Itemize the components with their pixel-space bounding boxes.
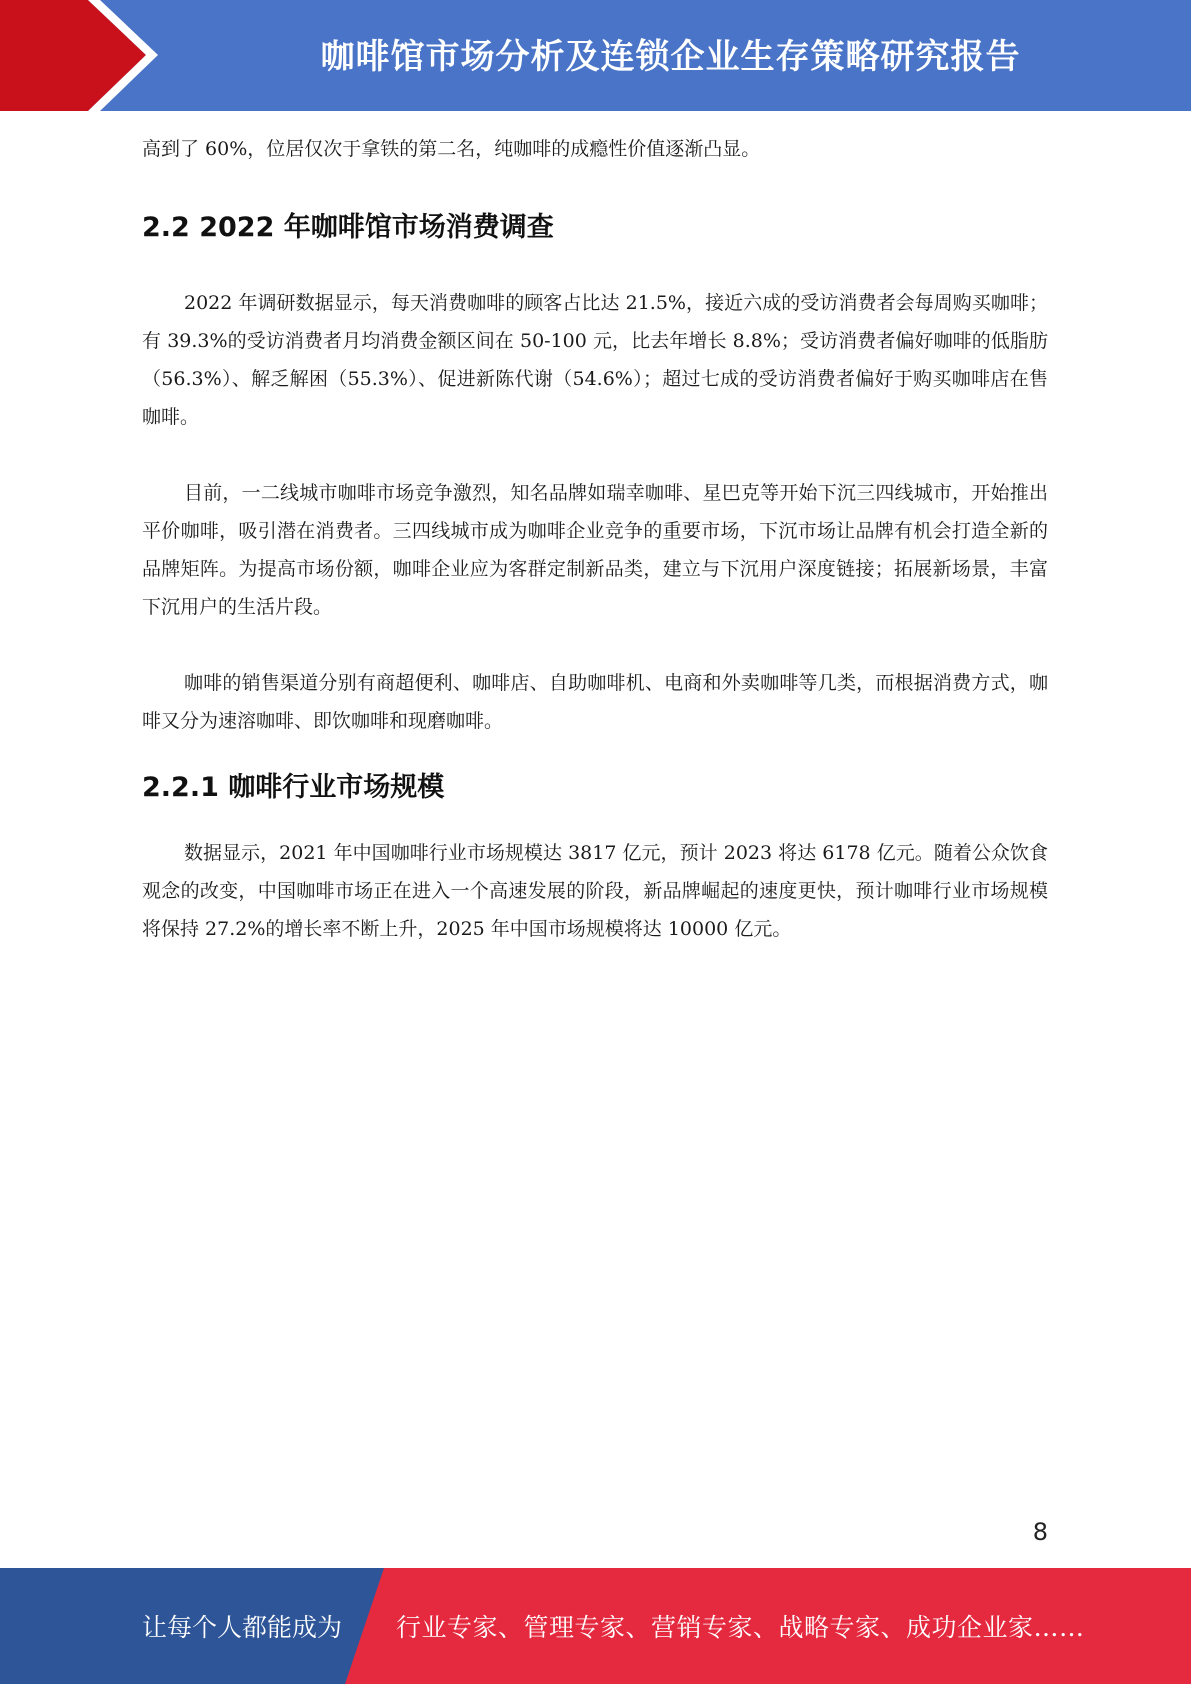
page-header	[0, 0, 1191, 111]
report-title: 咖啡馆市场分析及连锁企业生存策略研究报告	[320, 36, 1021, 77]
page-body	[142, 130, 1048, 948]
section-2-2-heading: 2.2 2022 年咖啡馆市场消费调查	[142, 212, 554, 243]
footer-slogan-left: 让每个人都能成为	[142, 1613, 343, 1642]
paragraph-competition: 目前，一二线城市咖啡市场竞争激烈，知名品牌如瑞幸咖啡、星巴克等开始下沉三四线城市，开始推出平价咖啡，吸引潜在消费者。三四线城市成为咖啡企业竞争的重要市场，下沉市场让品牌有机会打造全新的品牌矩阵。为提高市场份额，咖啡企业应为客群定制新品类，建立与下沉用户深度链接；拓展新场景，丰富下沉用户的生活片段。	[142, 482, 1048, 618]
paragraph-channels: 咖啡的销售渠道分别有商超便利、咖啡店、自助咖啡机、电商和外卖咖啡等几类，而根据消费方式，咖啡又分为速溶咖啡、即饮咖啡和现磨咖啡。	[142, 672, 1048, 732]
section-2-2-1-heading: 2.2.1 咖啡行业市场规模	[142, 772, 445, 803]
page-footer	[0, 1568, 1191, 1684]
intro-paragraph: 高到了 60%，位居仅次于拿铁的第二名，纯咖啡的成瘾性价值逐渐凸显。	[142, 138, 761, 160]
footer-slogan-right: 行业专家、管理专家、营销专家、战略专家、成功企业家……	[396, 1613, 1085, 1642]
paragraph-survey: 2022 年调研数据显示，每天消费咖啡的顾客占比达 21.5%，接近六成的受访消费者会每周购买咖啡；有 39.3%的受访消费者月均消费金额区间在 50-100 元，比去年增长 8.8%；受访消费者偏好咖啡的低脂肪（56.3%）、解乏解困（55.3%）、促进新陈代谢（54.6%）；超过七成的受访消费者偏好于购买咖啡店在售咖啡。	[142, 292, 1048, 428]
paragraph-market-size: 数据显示，2021 年中国咖啡行业市场规模达 3817 亿元，预计 2023 将达 6178 亿元。随着公众饮食观念的改变，中国咖啡市场正在进入一个高速发展的阶段，新品牌崛起的速度更快，预计咖啡行业市场规模将保持 27.2%的增长率不断上升，2025 年中国市场规模将达 10000 亿元。	[142, 842, 1048, 940]
page-number: 8	[1032, 1518, 1048, 1546]
